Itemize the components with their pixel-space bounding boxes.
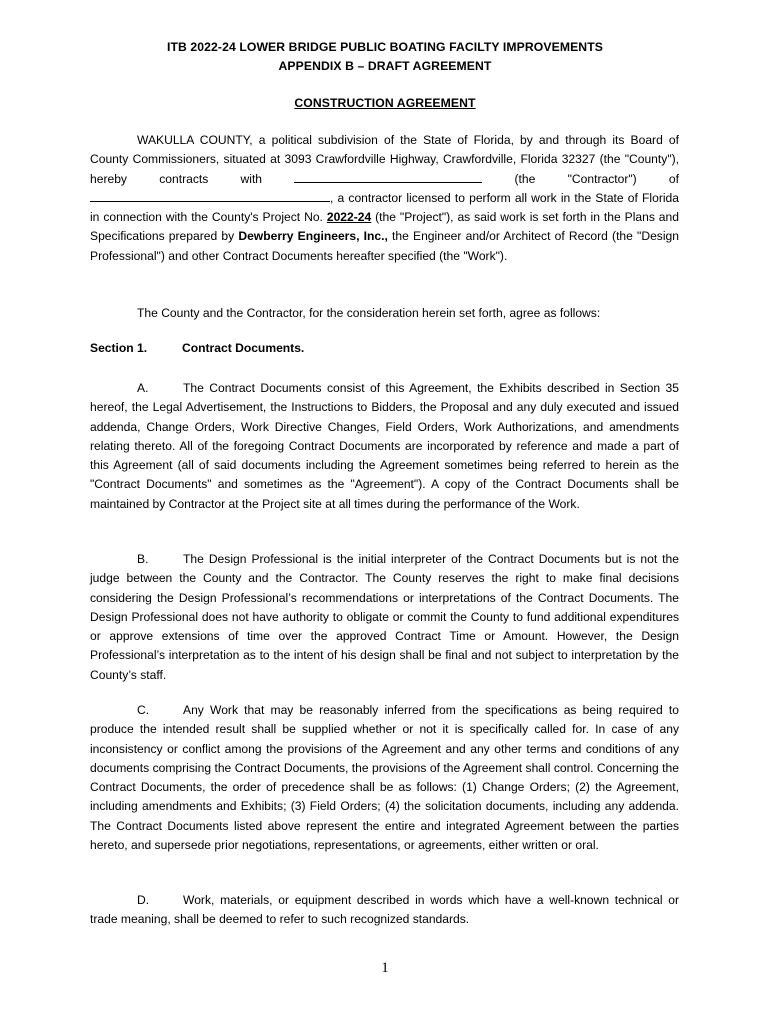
- intro-text-3: , a contractor licensed to perform all work in the State of Florida in connection with the County's Project No.: [90, 190, 679, 225]
- paragraph-a: [90, 379, 679, 514]
- page-number: 1: [381, 960, 389, 976]
- consideration-paragraph: [90, 304, 679, 323]
- agreement-title: CONSTRUCTION AGREEMENT: [294, 96, 476, 110]
- intro-text-5: the Engineer and/or Architect of Record (the "Design Professional") and other Contract Documents hereafter specified (the "Work").: [90, 229, 679, 263]
- paragraph-text: Work, materials, or equipment described in words which have a well-known technical or trade meaning, shall be deemed to refer to such recognized standards.: [90, 893, 679, 927]
- paragraph-c: [90, 701, 679, 855]
- paragraph-label: D.: [137, 893, 150, 907]
- section-title: Contract Documents.: [182, 341, 305, 355]
- paragraph-d: [90, 891, 679, 930]
- paragraph-label: B.: [137, 552, 149, 566]
- paragraph-label: A.: [137, 381, 149, 395]
- paragraph-text: Any Work that may be reasonably inferred from the specifications as being required to produce the intended result shall be supplied whether or not it is specifically called for. In case of any inconsistency or conflict among the provisions of the Agreement and any other terms and conditions of any documents comprising the Contract Documents, the provisions of the Agreement shall control. Concerning the Contract Documents, the order of precedence shall be as follows: (1) Change Orders; (2) the Agreement, including amendments and Exhibits; (3) Field Orders; (4) the solicitation documents, including any addenda. The Contract Documents listed above represent the entire and integrated Agreement between the parties hereto, and supersede prior negotiations, representations, or agreements, either written or oral.: [90, 703, 679, 853]
- itb-header-line: ITB 2022-24 LOWER BRIDGE PUBLIC BOATING FACILTY IMPROVEMENTS: [167, 40, 603, 54]
- appendix-header-line: APPENDIX B – DRAFT AGREEMENT: [278, 59, 492, 73]
- paragraph-text: The Contract Documents consist of this Agreement, the Exhibits described in Section 35 hereof, the Legal Advertisement, the Instructions to Bidders, the Proposal and any duly executed and issued addenda, Change Orders, Work Directive Changes, Field Orders, Work Authorizations, and amendments relating thereto. All of the foregoing Contract Documents are incorporated by reference and made a part of this Agreement (all of said documents including the Agreement sometimes being referred to herein as the "Contract Documents" and sometimes as the "Agreement"). A copy of the Contract Documents shall be maintained by Contractor at the Project site at all times during the performance of the Work.: [90, 381, 679, 511]
- contractor-name-blank: [294, 170, 482, 183]
- consideration-text: The County and the Contractor, for the consideration herein set forth, agree as follows:: [137, 306, 601, 320]
- paragraph-label: C.: [137, 703, 150, 717]
- contractor-address-blank: [90, 189, 330, 202]
- section-1-heading: [90, 341, 304, 355]
- intro-text-2: (the "Contractor") of: [482, 171, 679, 186]
- intro-paragraph: [90, 131, 679, 266]
- paragraph-text: The Design Professional is the initial interpreter of the Contract Documents but is not the judge between the County and the Contractor. The County reserves the right to make final decisions considering the Design Professional’s recommendations or interpretations of the Contract Documents. The Design Professional does not have authority to obligate or commit the County to fund additional expenditures or approve extensions of time over the approved Contract Time or Amount. However, the Design Professional’s interpretation as to the intent of his design shall be final and not subject to interpretation by the County’s staff.: [90, 552, 679, 682]
- intro-text-4: (the "Project"), as said work is set forth in the Plans and Specifications prepared by: [90, 210, 679, 244]
- intro-text-1: WAKULLA COUNTY, a political subdivision of the State of Florida, by and through its Board of County Commissioners, situated at 3093 Crawfordville Highway, Crawfordville, Florida 32327 (the "County"), hereby contracts with: [90, 133, 679, 186]
- project-number: 2022-24: [326, 210, 372, 225]
- engineer-name: Dewberry Engineers, Inc.,: [238, 229, 388, 244]
- section-number: Section 1.: [90, 341, 148, 355]
- paragraph-b: [90, 550, 679, 685]
